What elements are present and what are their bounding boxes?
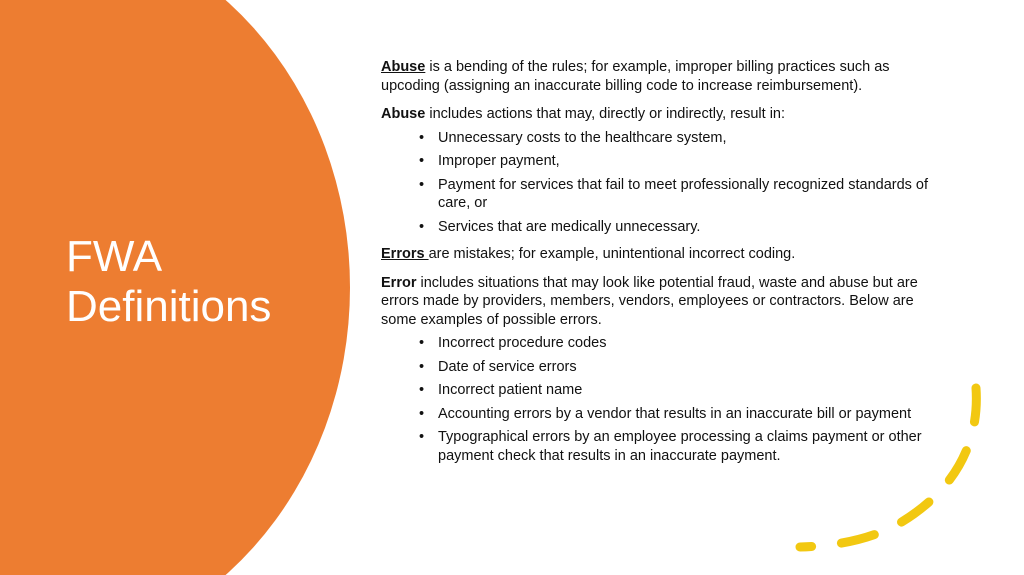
list-item: • Incorrect procedure codes — [381, 334, 941, 353]
list-item: • Date of service errors — [381, 358, 941, 377]
abuse-definition-text: is a bending of the rules; for example, improper billing practices such as upcoding (assigning an inaccurate billing code to increase reimbursement). — [381, 59, 890, 94]
title-line-1: FWA — [66, 232, 163, 281]
list-item: • Accounting errors by a vendor that results in an inaccurate bill or payment — [381, 405, 941, 424]
abuse-bullet-list — [381, 129, 941, 237]
list-item: • Payment for services that fail to meet professionally recognized standards of care, or — [381, 176, 941, 213]
error-includes-term: Error — [381, 274, 417, 291]
list-item: • Unnecessary costs to the healthcare system, — [381, 129, 941, 148]
list-item: • Incorrect patient name — [381, 381, 941, 400]
list-item: • Improper payment, — [381, 152, 941, 171]
list-item: • Services that are medically unnecessary. — [381, 218, 941, 237]
abuse-definition — [381, 58, 941, 95]
dashed-curve-decoration — [790, 378, 990, 568]
title-line-2: Definitions — [66, 282, 272, 331]
errors-definition — [381, 245, 941, 264]
abuse-includes — [381, 105, 941, 124]
abuse-term: Abuse — [381, 59, 426, 75]
errors-definition-text: are mistakes; for example, unintentional incorrect coding. — [428, 246, 796, 262]
slide-title — [66, 232, 271, 332]
dashed-curve-path — [800, 388, 976, 547]
abuse-includes-text: includes actions that may, directly or indirectly, result in: — [425, 106, 786, 122]
error-includes-text: includes situations that may look like potential fraud, waste and abuse but are errors made by providers, members, vendors, employees or contractors. Below are some examples of possible errors. — [381, 274, 918, 328]
errors-term: Errors — [381, 246, 429, 262]
error-includes — [381, 274, 941, 330]
list-item: • Typographical errors by an employee processing a claims payment or other payment check that results in an inaccurate payment. — [381, 428, 941, 465]
abuse-includes-term: Abuse — [381, 106, 426, 122]
